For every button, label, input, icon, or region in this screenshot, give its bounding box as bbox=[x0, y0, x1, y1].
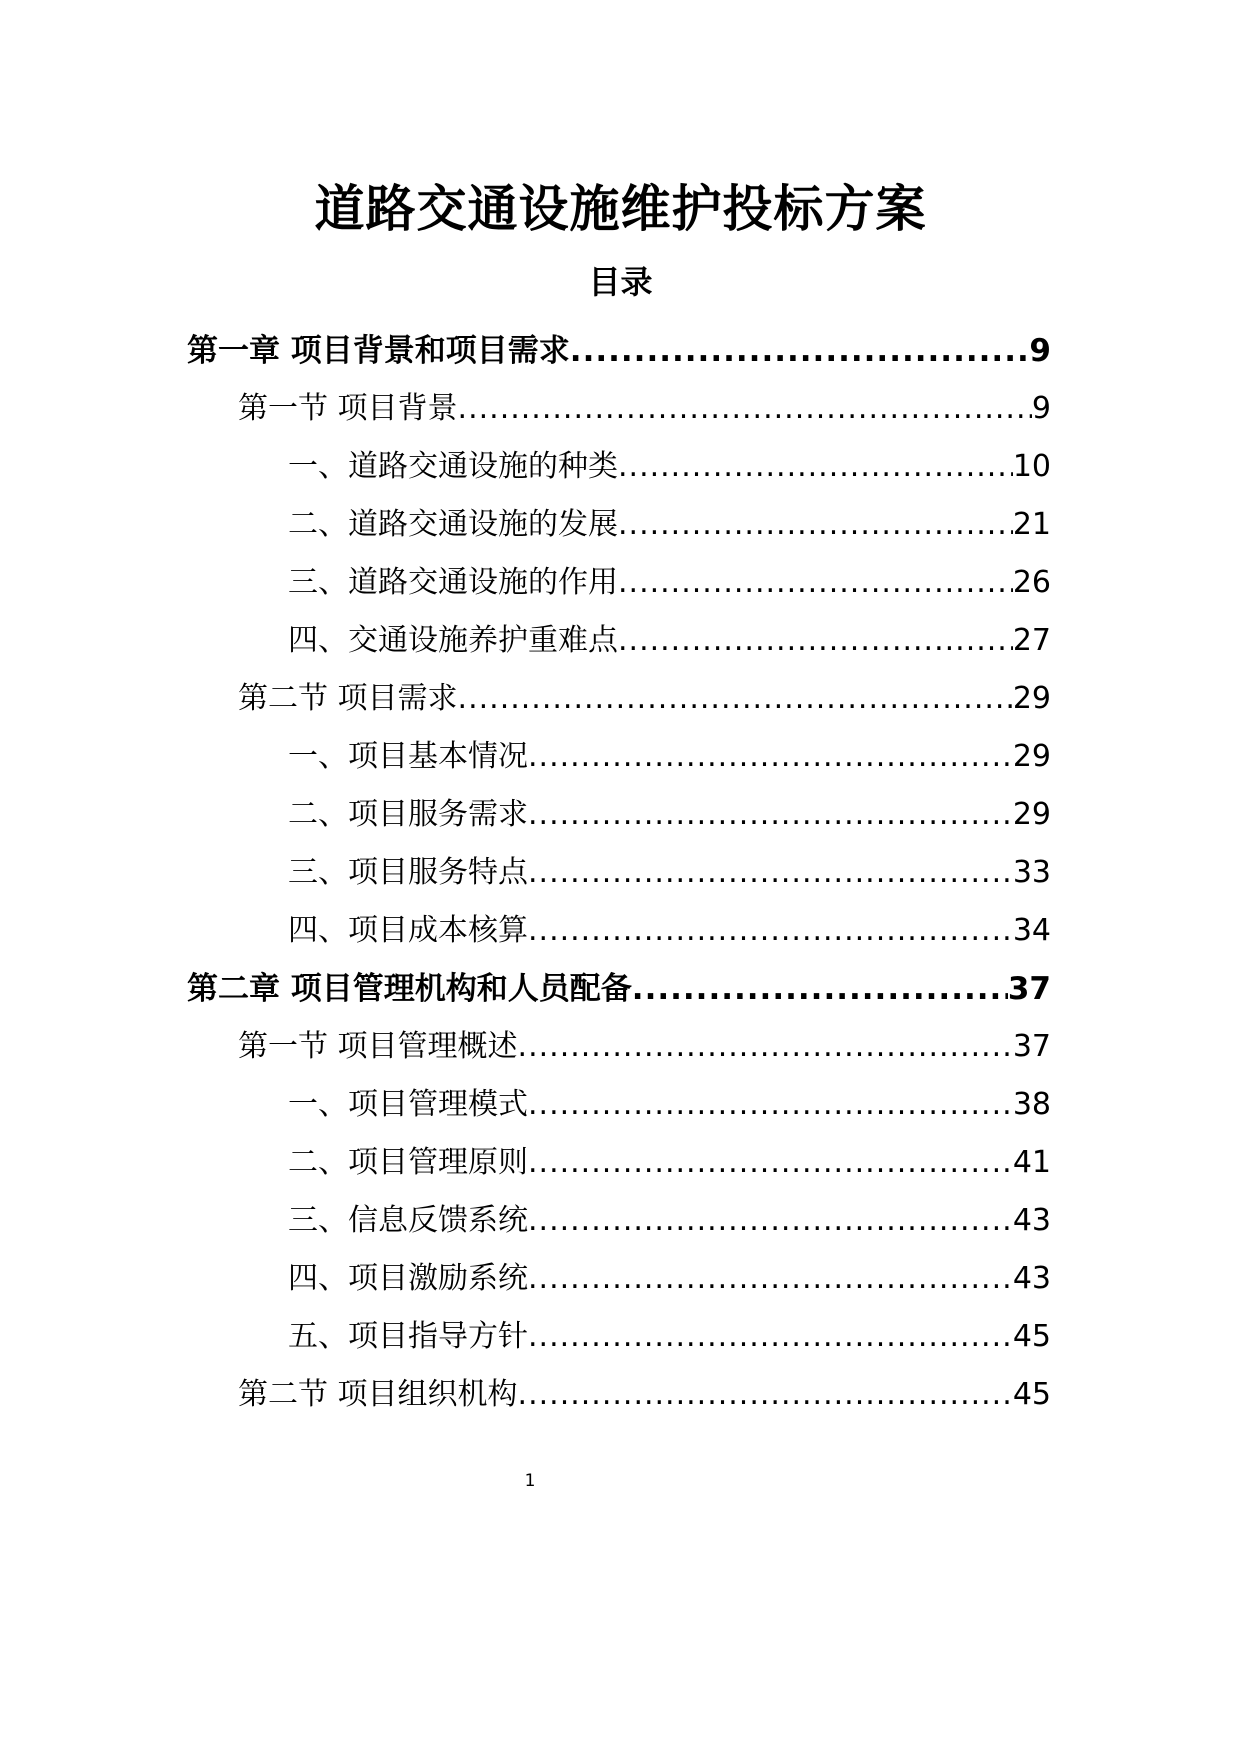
toc-entry[interactable] bbox=[238, 1366, 1051, 1424]
toc-entry[interactable] bbox=[288, 496, 1051, 554]
toc-entry-label: 四、项目成本核算 bbox=[288, 913, 528, 948]
toc-leader-dots bbox=[528, 1134, 1013, 1192]
toc-entry[interactable] bbox=[187, 322, 1051, 380]
toc-leader-dots bbox=[528, 1076, 1013, 1134]
toc-entry-label: 第二章 项目管理机构和人员配备 bbox=[187, 971, 632, 1007]
toc-entry[interactable] bbox=[288, 786, 1051, 844]
toc-entry-label: 一、项目管理模式 bbox=[288, 1087, 528, 1122]
toc-leader-dots bbox=[570, 322, 1030, 380]
toc-entry-label: 三、信息反馈系统 bbox=[288, 1203, 528, 1238]
toc-entry-page: 9 bbox=[1029, 333, 1051, 369]
toc-entry[interactable] bbox=[288, 844, 1051, 902]
document-title: 道路交通设施维护投标方案 bbox=[314, 180, 927, 238]
toc-entry-page: 33 bbox=[1012, 855, 1051, 890]
toc-entry[interactable] bbox=[238, 670, 1051, 728]
toc-entry-label: 五、项目指导方针 bbox=[288, 1319, 528, 1354]
toc-leader-dots bbox=[528, 844, 1013, 902]
toc-entry[interactable] bbox=[288, 612, 1051, 670]
toc-entry-label: 第二节 项目组织机构 bbox=[238, 1377, 518, 1412]
toc-entry-label: 二、道路交通设施的发展 bbox=[288, 507, 618, 542]
toc-entry-page: 21 bbox=[1012, 507, 1051, 542]
toc-entry-page: 41 bbox=[1012, 1145, 1051, 1180]
toc-leader-dots bbox=[618, 612, 1013, 670]
toc-entry-label: 三、道路交通设施的作用 bbox=[288, 565, 618, 600]
toc-entry-label: 四、交通设施养护重难点 bbox=[288, 623, 618, 658]
toc-entry-page: 45 bbox=[1012, 1377, 1051, 1412]
toc-entry-page: 29 bbox=[1012, 739, 1051, 774]
toc-entry[interactable] bbox=[288, 1250, 1051, 1308]
toc-leader-dots bbox=[458, 380, 1032, 438]
toc-leader-dots bbox=[618, 438, 1013, 496]
toc-leader-dots bbox=[528, 728, 1013, 786]
page-number: 1 bbox=[524, 1471, 536, 1491]
toc-leader-dots bbox=[528, 902, 1013, 960]
toc-entry-label: 第一节 项目背景 bbox=[238, 391, 458, 426]
toc-entry-label: 一、项目基本情况 bbox=[288, 739, 528, 774]
toc-entry[interactable] bbox=[288, 1134, 1051, 1192]
toc-entry-label: 三、项目服务特点 bbox=[288, 855, 528, 890]
toc-entry-label: 一、道路交通设施的种类 bbox=[288, 449, 618, 484]
toc-entry-label: 四、项目激励系统 bbox=[288, 1261, 528, 1296]
toc-entry-page: 29 bbox=[1012, 797, 1051, 832]
toc-leader-dots bbox=[518, 1366, 1013, 1424]
toc-entry-page: 26 bbox=[1012, 565, 1051, 600]
toc-entry-label: 二、项目服务需求 bbox=[288, 797, 528, 832]
toc-entry[interactable] bbox=[288, 554, 1051, 612]
toc-entry-page: 29 bbox=[1012, 681, 1051, 716]
toc-entry-page: 9 bbox=[1031, 391, 1051, 426]
toc-entry[interactable] bbox=[288, 1308, 1051, 1366]
toc-leader-dots bbox=[528, 1308, 1013, 1366]
toc-leader-dots bbox=[518, 1018, 1013, 1076]
toc-entry-page: 43 bbox=[1012, 1203, 1051, 1238]
toc-leader-dots bbox=[528, 1192, 1013, 1250]
toc-entry-label: 第二节 项目需求 bbox=[238, 681, 458, 716]
toc-entry[interactable] bbox=[288, 438, 1051, 496]
toc-entry[interactable] bbox=[288, 902, 1051, 960]
toc-entry-page: 34 bbox=[1012, 913, 1051, 948]
toc-leader-dots bbox=[528, 1250, 1013, 1308]
toc-entry[interactable] bbox=[288, 1192, 1051, 1250]
toc-leader-dots bbox=[618, 554, 1013, 612]
toc-leader-dots bbox=[632, 960, 1008, 1018]
toc-entry[interactable] bbox=[288, 728, 1051, 786]
toc-entry[interactable] bbox=[238, 1018, 1051, 1076]
toc-entry-page: 45 bbox=[1012, 1319, 1051, 1354]
toc-entry-page: 10 bbox=[1012, 449, 1051, 484]
toc-entry-page: 37 bbox=[1012, 1029, 1051, 1064]
toc-leader-dots bbox=[618, 496, 1013, 554]
toc-entry-label: 第一章 项目背景和项目需求 bbox=[187, 333, 570, 369]
toc-entry[interactable] bbox=[238, 380, 1051, 438]
toc-entry-page: 43 bbox=[1012, 1261, 1051, 1296]
toc-entry[interactable] bbox=[187, 960, 1051, 1018]
toc-entry-page: 38 bbox=[1012, 1087, 1051, 1122]
toc-entry-label: 二、项目管理原则 bbox=[288, 1145, 528, 1180]
toc-entry-label: 第一节 项目管理概述 bbox=[238, 1029, 518, 1064]
toc-leader-dots bbox=[528, 786, 1013, 844]
toc-entry-page: 27 bbox=[1012, 623, 1051, 658]
toc-leader-dots bbox=[458, 670, 1013, 728]
toc-entry-page: 37 bbox=[1007, 971, 1051, 1007]
toc-heading: 目录 bbox=[588, 263, 653, 301]
toc-entry[interactable] bbox=[288, 1076, 1051, 1134]
